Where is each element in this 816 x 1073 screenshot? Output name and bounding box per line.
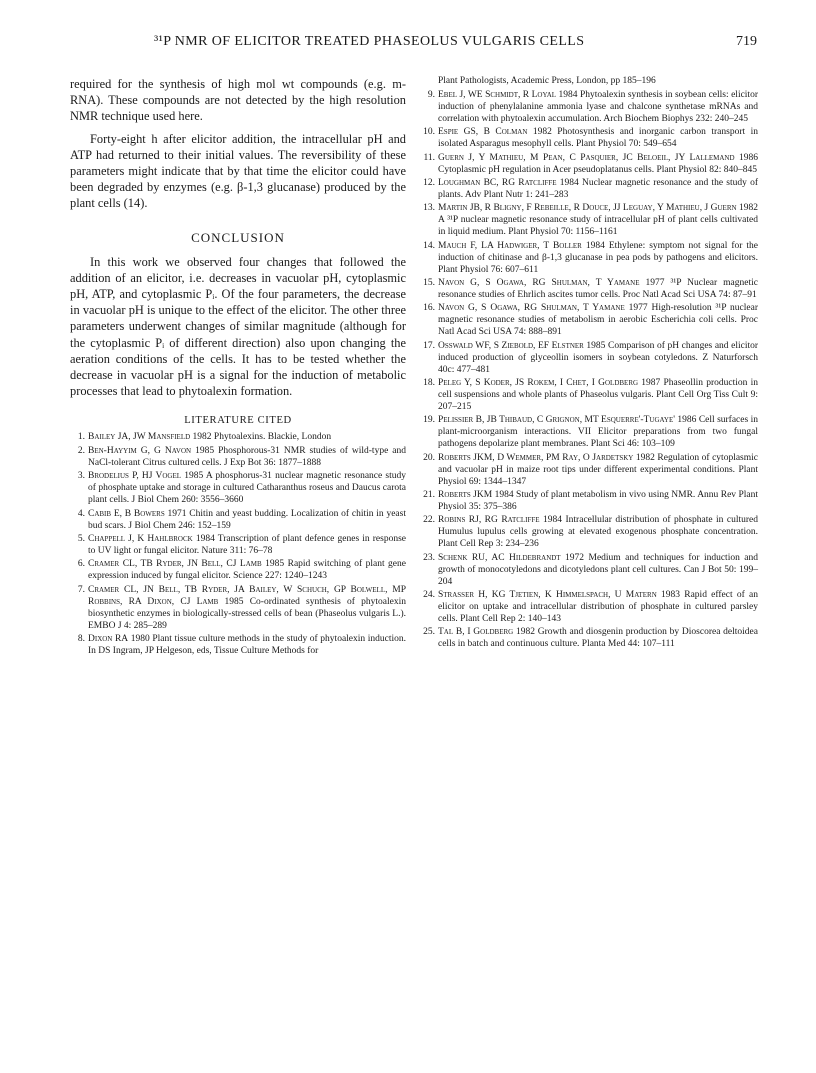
- conclusion-paragraph: In this work we observed four changes that followed the addition of an elicitor, i.e. decreases in vacuolar pH, cytoplasmic pH, ATP, and cytoplasmic Pᵢ. Of the four parameters, the decrease in vacuolar pH is unique to the effect of the elicitor. The other three parameters underwent changes of similar magnitude (although for the cytoplasmic Pᵢ of different direction) also upon changing the aeration conditions of the cells. It has to be tested whether the decrease in vacuolar pH is a signal for the induction of metabolic processes that lead to phytoalexin formation.: [70, 254, 406, 399]
- reference-text: 1984 Transcription of plant defence genes in response to UV light or fungal elicitor. Nature 311: 76–78: [88, 534, 406, 556]
- reference-text: 1982 Photosynthesis and inorganic carbon transport in isolated Asparagus mesophyll cells. Plant Physiol 70: 549–654: [438, 127, 758, 150]
- reference-text: 1984 Intracellular distribution of phosphate in cultured Humulus lupulus cells growing at elevated exogenous phosphate concentration. Plant Cell Rep 3: 234–236: [438, 515, 758, 550]
- reference-number: 10.: [423, 127, 435, 138]
- reference-text: 1977 High-resolution ³¹P nuclear magnetic resonance studies of metabolism in aerobic Escherichia coli cells. Proc Natl Acad Sci USA 74: 888–891: [438, 303, 758, 338]
- reference-authors: Osswald WF, S Ziebold, EF Elstner: [438, 340, 584, 351]
- reference-entry: [70, 534, 406, 558]
- reference-authors: Cabib E, B Bowers: [88, 508, 165, 519]
- reference-number: 5.: [77, 534, 85, 545]
- reference-number: 2.: [77, 445, 85, 456]
- reference-authors: Cramer CL, JN Bell, TB Ryder, JA Bailey, W Schuch, GP Bolwell, MP Robbins, RA Dixon, CJ Lamb: [88, 584, 406, 607]
- reference-authors: Roberts JKM, D Wemmer, PM Ray, O Jardetsky: [438, 452, 634, 463]
- reference-number: 6.: [77, 559, 85, 570]
- reference-text: 1982 Regulation of cytoplasmic and vacuolar pH in maize root tips under different experimental conditions. Plant Physiol 69: 1344–1347: [438, 452, 758, 487]
- reference-text: 1984 Ethylene: symptom not signal for the induction of chitinase and β-1,3 glucanase in pea pods by pathogens and elicitors. Plant Physiol 76: 607–611: [438, 240, 758, 275]
- reference-authors: Peleg Y, S Koder, JS Rokem, I Chet, I Goldberg: [438, 378, 639, 389]
- reference-number: 12.: [423, 178, 435, 189]
- reference-entry: [420, 178, 758, 202]
- reference-text: 1987 Phaseollin production in cell suspensions and whole plants of Phaseolus vulgaris. Plant Cell Org Tiss Cult 9: 207–215: [438, 378, 758, 412]
- reference-authors: Dixon RA: [88, 634, 129, 645]
- reference-authors: Tal B, I Goldberg: [438, 627, 514, 638]
- reference-number: 4.: [77, 508, 85, 519]
- reference-entry: [420, 203, 758, 239]
- reference-number: 9.: [427, 89, 435, 100]
- right-column: [420, 76, 758, 653]
- reference-number: 25.: [423, 627, 435, 638]
- reference-number: 15.: [423, 278, 435, 289]
- reference-authors: Martin JB, R Bligny, F Rebeille, R Douce, JJ Leguay, Y Mathieu, J Guern: [438, 203, 737, 214]
- reference-text: 1985 Rapid switching of plant gene expression induced by fungal elicitor. Science 227: 1240–1243: [88, 559, 406, 582]
- reference-number: 24.: [423, 590, 435, 601]
- reference-entry: [70, 559, 406, 583]
- literature-cited-heading: LITERATURE CITED: [184, 415, 292, 427]
- reference-number: 20.: [423, 452, 435, 463]
- reference-number: 7.: [77, 584, 85, 595]
- reference-number: 16.: [423, 303, 435, 314]
- reference-entry: [420, 590, 758, 626]
- reference-text: 1986 Cell surfaces in plant-microorganism interactions. VII Elicitor preparations from two fungal pathogens depolarize plant membranes. Plant Sci 46: 103–109: [438, 415, 758, 450]
- reference-entry: [420, 553, 758, 589]
- left-column: [70, 76, 406, 660]
- reference-entry: [420, 490, 758, 514]
- reference-entry: [420, 415, 758, 451]
- reference-entry: [70, 471, 406, 507]
- reference-authors: Loughman BC, RG Ratcliffe: [438, 178, 557, 189]
- reference-text: 1984 Study of plant metabolism in vivo using NMR. Annu Rev Plant Physiol 35: 375–386: [438, 490, 758, 512]
- reference-entry: [420, 341, 758, 377]
- reference-entry: [420, 90, 758, 126]
- reference-text: 1985 A phosphorus-31 nuclear magnetic resonance study of phosphate uptake and storage in cultured Catharanthus roseus and Daucus carota plant cells. J Biol Chem 260: 3556–3660: [88, 471, 406, 506]
- reference-authors: Robins RJ, RG Ratcliffe: [438, 515, 540, 526]
- reference-entry: [70, 585, 406, 633]
- reference-authors: Chappell J, K Hahlbrock: [88, 534, 193, 545]
- reference-text: 1971 Chitin and yeast budding. Localization of chitin in yeast bud scars. J Biol Chem 246: 152–159: [88, 508, 406, 531]
- reference-text: 1982 Growth and diosgenin production by Dioscorea deltoidea cells in batch and continuous culture. Planta Med 44: 107–111: [438, 627, 758, 650]
- body-paragraph: required for the synthesis of high mol wt compounds (e.g. m-RNA). These compounds are not detected by the high resolution NMR technique used here.: [70, 77, 406, 124]
- reference-entry: [420, 303, 758, 339]
- reference-authors: Navon G, S Ogawa, RG Shulman, T Yamane: [438, 303, 625, 314]
- reference-authors: Schenk RU, AC Hildebrandt: [438, 552, 561, 563]
- reference-entry: [70, 432, 406, 444]
- reference-entry: [420, 627, 758, 651]
- running-title: ³¹P NMR OF ELICITOR TREATED PHASEOLUS VULGARIS CELLS: [154, 34, 585, 49]
- reference-text: 1984 Phytoalexin synthesis in soybean cells: elicitor induction of phenylalanine ammonia lyase and chalcone synthetase mRNAs and correlation with phytoalexin accumulation. Arch Biochem Biophys 232: 240–245: [438, 89, 758, 124]
- reference-text: 1980 Plant tissue culture methods in the study of phytoalexin induction. In DS Ingram, JP Helgeson, eds, Tissue Culture Methods for: [88, 634, 407, 657]
- reference-list: [70, 432, 406, 657]
- reference-authors: Roberts JKM: [438, 490, 493, 501]
- reference-authors: Cramer CL, TB Ryder, JN Bell, CJ Lamb: [88, 559, 262, 570]
- reference-text: 1982 Phytoalexins. Blackie, London: [190, 432, 332, 443]
- reference-authors: Ebel J, WE Schmidt, R Loyal: [438, 89, 557, 100]
- reference-text: 1985 Comparison of pH changes and elicitor induced production of glyceollin isomers in soybean cotyledons. Z Naturforsch 40c: 477–481: [438, 340, 759, 375]
- reference-text: 1972 Medium and techniques for induction and growth of monocotyledons and dicotyledons plant cell cultures. Can J Bot 50: 199–204: [438, 552, 759, 587]
- reference-text: 1986 Cytoplasmic pH regulation in Acer pseudoplatanus cells. Plant Physiol 82: 840–845: [438, 152, 758, 175]
- reference-text: 1982 A ³¹P nuclear magnetic resonance study of intracellular pH of plant cells cultivated in liquid medium. Plant Physiol 70: 1156–1161: [438, 203, 758, 238]
- reference-authors: Espie GS, B Colman: [438, 127, 528, 138]
- reference-number: 17.: [423, 340, 435, 351]
- reference-entry: [420, 153, 758, 177]
- reference-number: 1.: [77, 432, 85, 443]
- reference-authors: Ben-Hayyim G, G Navon: [88, 445, 192, 456]
- reference-entry: [70, 446, 406, 470]
- reference-number: 8.: [77, 634, 85, 645]
- reference-number: 23.: [423, 552, 435, 563]
- reference-number: 18.: [423, 378, 435, 389]
- reference-continuation: Plant Pathologists, Academic Press, London, pp 185–196: [438, 76, 656, 86]
- reference-text: 1977 ³¹P Nuclear magnetic resonance studies of Ehrlich ascites tumor cells. Proc Natl Acad Sci USA 74: 87–91: [438, 278, 758, 300]
- reference-number: 22.: [423, 515, 435, 526]
- reference-entry: [420, 241, 758, 277]
- reference-list: [420, 90, 758, 651]
- reference-text: 1983 Rapid effect of an elicitor on uptake and intracellular distribution of phosphate in cultured parsley cells. Plant Cell Rep 2: 140–143: [438, 590, 758, 624]
- body-paragraph: Forty-eight h after elicitor addition, the intracellular pH and ATP had returned to their initial values. The reversibility of these parameters might indicate that by that time the elicitor could have been degraded by enzymes (e.g. β-1,3 glucanase) produced by the plant cells (14).: [70, 131, 406, 211]
- reference-text: 1985 Co-ordinated synthesis of phytoalexin biosynthetic enzymes in biologically-stressed cells of bean (Phaseolus vulgaris L.). EMBO J 4: 285–289: [88, 596, 406, 631]
- reference-text: 1984 Nuclear magnetic resonance and the study of plants. Adv Plant Nutr 1: 241–283: [438, 178, 758, 200]
- page-number: 719: [736, 34, 757, 49]
- reference-authors: Pelissier B, JB Thibaud, C Grignon, MT Esquerre'-Tugaye': [438, 415, 675, 426]
- reference-number: 3.: [77, 471, 85, 482]
- reference-entry: [420, 278, 758, 302]
- reference-number: 19.: [423, 415, 435, 426]
- reference-number: 13.: [423, 203, 435, 214]
- reference-entry: [420, 515, 758, 551]
- reference-authors: Guern J, Y Mathieu, M Pean, C Pasquier, JC Beloeil, JY Lallemand: [438, 152, 735, 163]
- reference-text: 1985 Phosphorous-31 NMR studies of wild-type and NaCl-tolerant Citrus cultured cells. J Exp Bot 36: 1877–1888: [88, 445, 407, 468]
- page-header: [0, 34, 816, 54]
- reference-number: 21.: [423, 490, 435, 501]
- reference-entry: [70, 634, 406, 658]
- reference-number: 14.: [423, 240, 435, 251]
- reference-entry: [420, 127, 758, 151]
- reference-authors: Bailey JA, JW Mansfield: [88, 432, 191, 443]
- reference-number: 11.: [423, 152, 435, 163]
- conclusion-heading: CONCLUSION: [191, 229, 285, 245]
- reference-entry: [420, 378, 758, 414]
- reference-authors: Brodelius P, HJ Vogel: [88, 471, 182, 482]
- reference-entry: [420, 453, 758, 489]
- reference-authors: Strasser H, KG Tjetien, K Himmelspach, U Matern: [438, 590, 657, 601]
- reference-entry: [70, 509, 406, 533]
- reference-authors: Mauch F, LA Hadwiger, T Boller: [438, 240, 582, 251]
- reference-authors: Navon G, S Ogawa, RG Shulman, T Yamane: [438, 278, 640, 289]
